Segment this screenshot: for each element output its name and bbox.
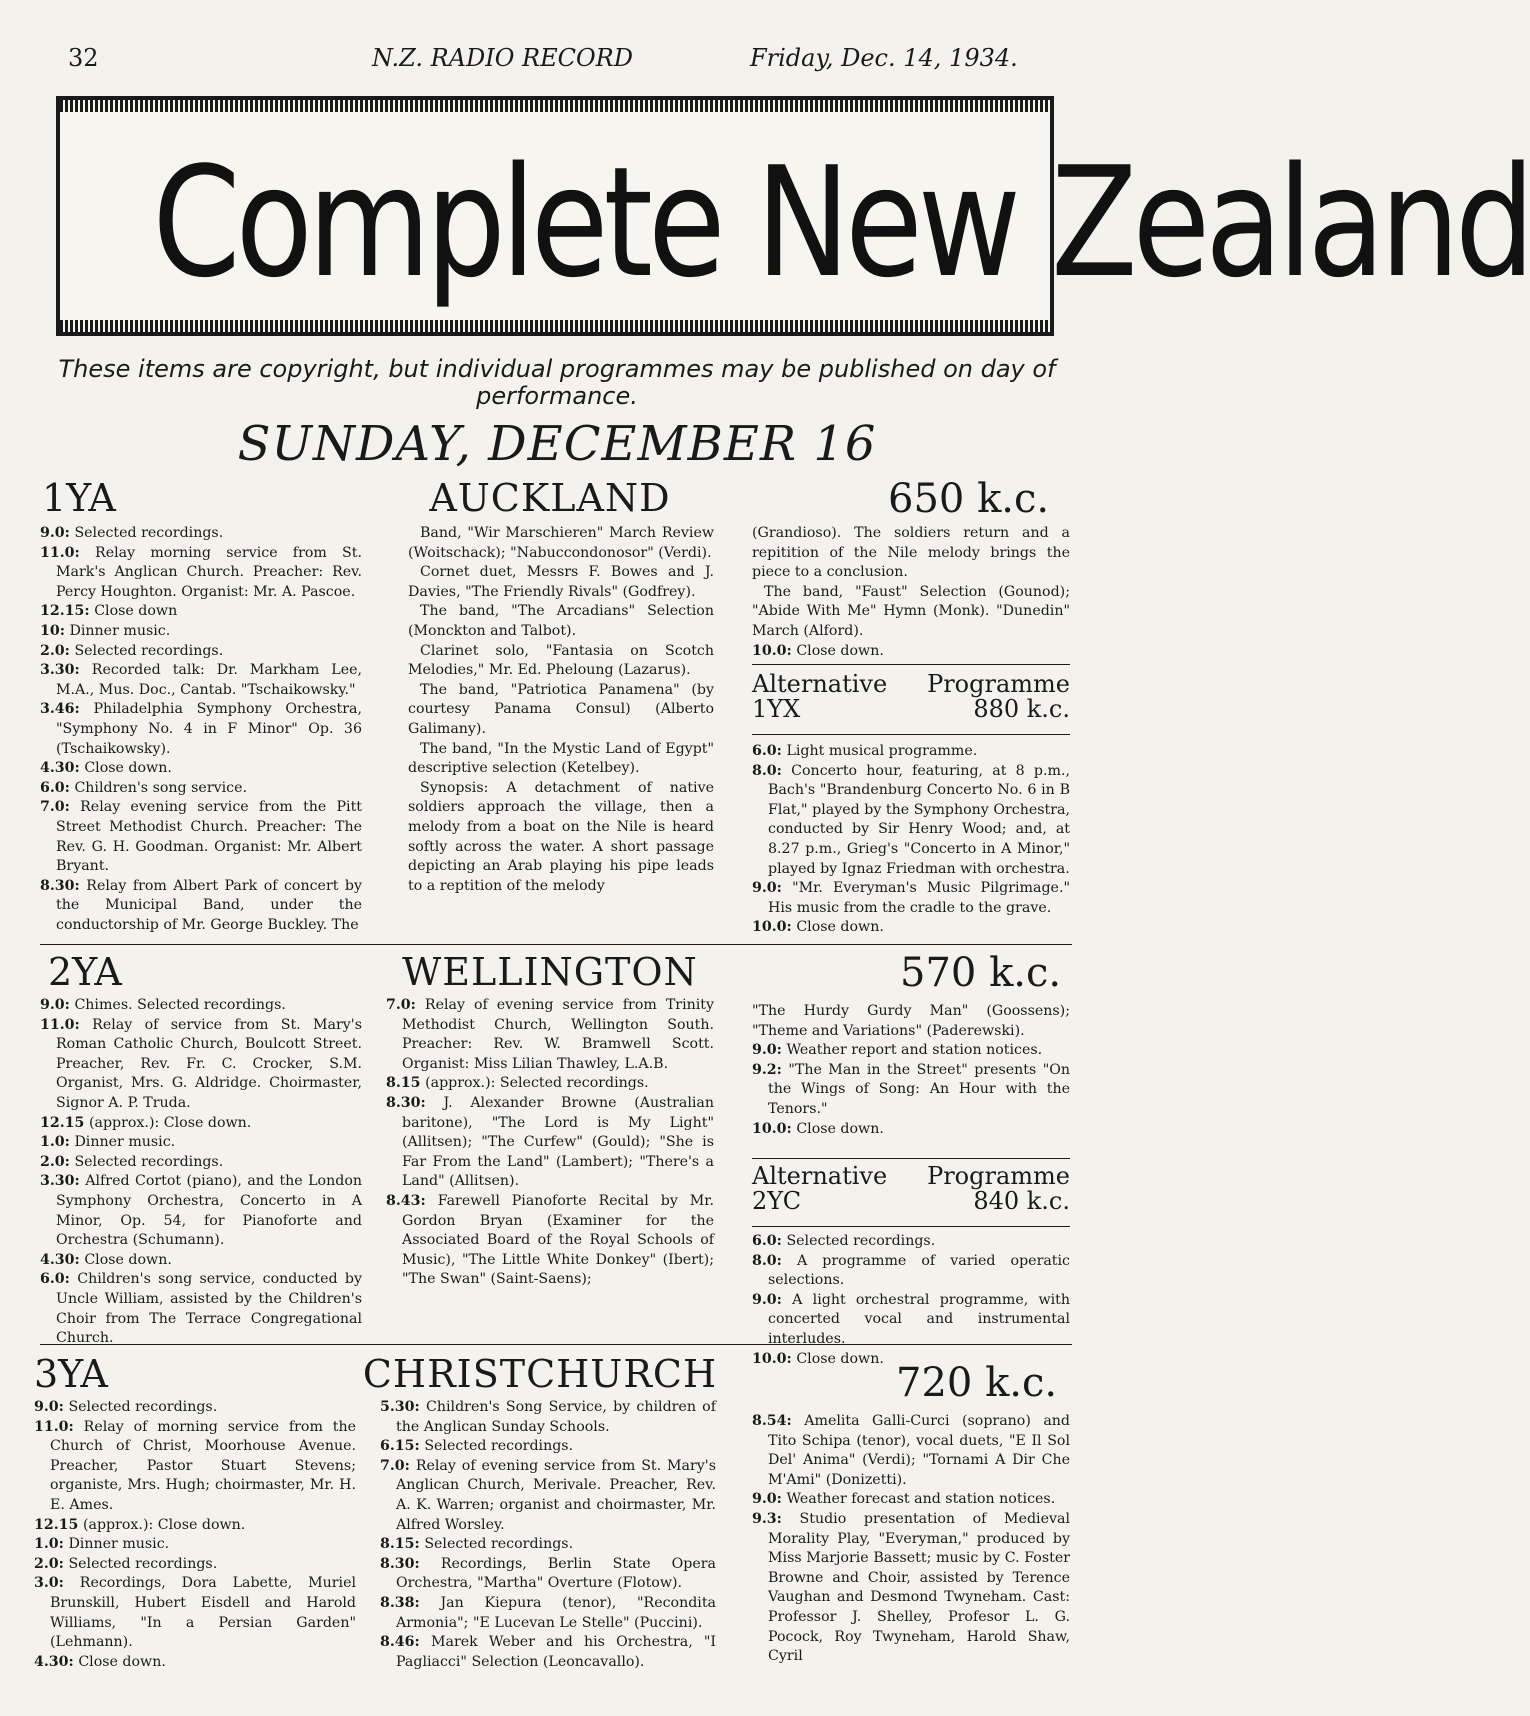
programme-item: 8.46: Marek Weber and his Orchestra, "I Pagliacci" Selection (Leoncavallo). xyxy=(380,1634,717,1670)
banner-title: Complete New Zealand xyxy=(152,134,1530,311)
alt-station-call: 2YC xyxy=(752,1187,802,1215)
programme-item: 4.30: Close down. xyxy=(40,1251,172,1268)
programme-item: 10: Dinner music. xyxy=(40,622,171,639)
programme-item: 7.0: Relay evening service from the Pitt Street Methodist Church. Preacher: The Rev. G. H. Goodman. Organist: Mr. Albert Bryant. xyxy=(40,799,362,875)
programme-item: 8.30: Relay from Albert Park of concert by the Municipal Band, under the conductorship of Mr. George Buckley. The xyxy=(40,877,362,933)
programme-column-2ya-1 xyxy=(40,996,362,1349)
programme-label: Programme xyxy=(927,1162,1070,1190)
programme-item: 8.0: Concerto hour, featuring, at 8 p.m., Bach's "Brandenburg Concerto No. 6 in B Flat," played by the Symphony Orchestra, conducted by Sir Henry Wood; and, at 8.27 p.m., Grieg's "Concerto in A Minor," played by Ignaz Friedman with orchestra. xyxy=(752,762,1070,877)
programme-item: 9.2: "The Man in the Street" presents "On the Wings of Song: An Hour with the Tenors." xyxy=(752,1061,1070,1117)
programme-item: 3.46: Philadelphia Symphony Orchestra, "Symphony No. 4 in F Minor" Op. 36 (Tschaikowsky). xyxy=(40,701,362,757)
programme-item: 10.0: Close down. xyxy=(752,919,884,936)
programme-item: 9.0: Chimes. Selected recordings. xyxy=(40,997,286,1013)
day-heading: SUNDAY, DECEMBER 16 xyxy=(237,416,877,472)
alt-station-frequency: 880 k.c. xyxy=(973,695,1070,723)
programme-item: 6.15: Selected recordings. xyxy=(380,1438,574,1455)
alt-bottom-rule xyxy=(752,734,1070,735)
programme-column-3ya-1 xyxy=(34,1398,356,1672)
station-call-1ya: 1YA xyxy=(42,476,116,520)
programme-item: 8.43: Farewell Pianoforte Recital by Mr. Gordon Bryan (Examiner for the Associated Board of the Royal Schools of Music), "The Little White Donkey" (Ibert); "The Swan" (Saint-Saens); xyxy=(386,1192,714,1288)
alt-station-frequency: 840 k.c. xyxy=(973,1187,1070,1215)
programme-item: 1.0: Dinner music. xyxy=(40,1134,176,1151)
programme-item: 6.0: Children's song service, conducted by Uncle William, assisted by the Children's Choir from The Terrace Congregational Church. xyxy=(40,1271,362,1347)
issue-date: Friday, Dec. 14, 1934. xyxy=(750,44,1018,72)
programme-item: 4.30: Close down. xyxy=(40,760,172,777)
programme-item: 9.0: "Mr. Everyman's Music Pilgrimage." His music from the cradle to the grave. xyxy=(752,880,1070,916)
station-frequency-1ya: 650 k.c. xyxy=(888,476,1050,522)
alternative-label: Alternative xyxy=(752,670,888,698)
programme-item: 8.15: Selected recordings. xyxy=(380,1536,574,1553)
programme-item: 5.30: Children's Song Service, by children of the Anglican Sunday Schools. xyxy=(380,1399,716,1435)
section-divider xyxy=(40,944,1072,945)
programme-label: Programme xyxy=(927,670,1070,698)
programme-item: 3.0: Recordings, Dora Labette, Muriel Brunskill, Hubert Eisdell and Harold Williams, "In a Persian Garden" (Lehmann). xyxy=(34,1575,356,1651)
station-call-3ya: 3YA xyxy=(34,1352,108,1396)
programme-item: 7.0: Relay of evening service from St. Mary's Anglican Church, Merivale. Preacher, Rev. A. K. Warren; organist and choirmaster, Mr. Alfred Worsley. xyxy=(380,1457,716,1533)
programme-item: The band, "Patriotica Panamena" (by courtesy Panama Consul) (Alberto Galimany). xyxy=(408,681,714,737)
station-city-christchurch: CHRISTCHURCH xyxy=(362,1352,718,1396)
banner-bottom-border xyxy=(60,320,1050,332)
programme-item: 6.0: Children's song service. xyxy=(40,779,248,796)
programme-column-1ya-3 xyxy=(752,524,1070,661)
programme-column-1ya-1 xyxy=(40,524,362,935)
alternative-programme-2yc xyxy=(752,1164,1070,1222)
station-city-auckland: AUCKLAND xyxy=(429,476,671,520)
programme-item: 7.0: Relay of evening service from Trinity Methodist Church, Wellington South. Preacher: Rev. W. Bramwell Scott. Organist: Miss Lilian Thawley, L.A.B. xyxy=(386,997,714,1072)
programme-item: 8.15 (approx.): Selected recordings. xyxy=(386,1075,649,1092)
programme-item: 9.0: Selected recordings. xyxy=(34,1399,218,1415)
programme-item: 6.0: Selected recordings. xyxy=(752,1233,936,1249)
programme-item: 9.0: Weather forecast and station notices. xyxy=(752,1491,1056,1508)
programme-item: 8.30: J. Alexander Browne (Australian baritone), "The Lord is My Light" (Allitsen); "The Curfew" (Gould); "She is Far From the Land" (Lambert); "There's a Land" (Allitsen). xyxy=(386,1094,715,1190)
programme-item: 11.0: Relay morning service from St. Mark's Anglican Church. Preacher: Rev. Percy Houghton. Organist: Mr. A. Pascoe. xyxy=(40,544,362,600)
publication-name: N.Z. RADIO RECORD xyxy=(372,44,633,72)
programme-column-2ya-2 xyxy=(386,996,714,1290)
station-city-wellington: WELLINGTON xyxy=(402,950,698,994)
title-banner xyxy=(56,96,1530,336)
programme-item: 12.15 (approx.): Close down. xyxy=(34,1516,246,1533)
station-frequency-3ya: 720 k.c. xyxy=(896,1360,1058,1406)
alternative-programme-1yx xyxy=(752,672,1070,730)
programme-item: 8.38: Jan Kiepura (tenor), "Recondita Armonia"; "E Lucevan Le Stelle" (Puccini). xyxy=(380,1594,717,1631)
alt-column-1yx xyxy=(752,742,1070,938)
programme-item: 4.30: Close down. xyxy=(34,1653,166,1670)
alt-top-rule xyxy=(752,664,1070,665)
programme-item: 8.30: Recordings, Berlin State Opera Orchestra, "Martha" Overture (Flotow). xyxy=(380,1555,717,1592)
section-divider xyxy=(40,1344,1072,1345)
programme-item: "The Hurdy Gurdy Man" (Goossens); "Theme and Variations" (Paderewski). xyxy=(752,1003,1070,1039)
programme-item: 3.30: Alfred Cortot (piano), and the London Symphony Orchestra, Concerto in A Minor, Op. 54, for Pianoforte and Orchestra (Schumann). xyxy=(40,1173,363,1249)
alt-top-rule xyxy=(752,1158,1070,1159)
alternative-label: Alternative xyxy=(752,1162,888,1190)
programme-item: Clarinet solo, "Fantasia on Scotch Melodies," Mr. Ed. Pheloung (Lazarus). xyxy=(408,642,714,679)
programme-item: 12.15: Close down xyxy=(40,603,178,620)
programme-item: Synopsis: A detachment of native soldiers approach the village, then a melody from a boat on the Nile is heard softly across the water. A short passage depicting an Arab playing his pipe leads to a reptition of the melody xyxy=(408,779,714,894)
programme-item: 2.0: Selected recordings. xyxy=(40,642,224,659)
programme-item: The band, "The Arcadians" Selection (Monckton and Talbot). xyxy=(408,603,714,639)
programme-item: 8.54: Amelita Galli-Curci (soprano) and Tito Schipa (tenor), vocal duets, "E Il Sol Del' Anima" (Verdi); "Tornami A Dir Che M'Ami" (Donizetti). xyxy=(752,1413,1071,1488)
programme-column-2ya-3 xyxy=(752,1002,1070,1139)
programme-item: 10.0: Close down. xyxy=(752,1350,884,1367)
programme-item: 2.0: Selected recordings. xyxy=(34,1555,218,1572)
programme-column-3ya-2 xyxy=(380,1398,716,1672)
programme-item: 11.0: Relay of service from St. Mary's Roman Catholic Church, Boulcott Street. Preacher, Rev. Fr. C. Crocker, S.M. Organist, Mrs. G. Aldridge. Choirmaster, Signor A. P. Truda. xyxy=(40,1016,362,1111)
station-call-2ya: 2YA xyxy=(48,950,122,994)
programme-item: 9.0: A light orchestral programme, with concerted vocal and instrumental interludes. xyxy=(752,1291,1071,1347)
station-frequency-2ya: 570 k.c. xyxy=(900,950,1062,996)
programme-column-3ya-3 xyxy=(752,1412,1070,1667)
programme-item: 11.0: Relay of morning service from the Church of Christ, Moorhouse Avenue. Preacher, Pastor Stuart Stevens; organiste, Mrs. Hugh; choirmaster, Mr. H. E. Ames. xyxy=(34,1418,356,1513)
programme-item: 6.0: Light musical programme. xyxy=(752,743,978,759)
programme-item: The band, "Faust" Selection (Gounod); "Abide With Me" Hymn (Monk). "Dunedin" March (Alford). xyxy=(752,583,1070,639)
programme-item: 3.30: Recorded talk: Dr. Markham Lee, M.A., Mus. Doc., Cantab. "Tschaikowsky." xyxy=(40,662,362,698)
programme-item: Band, "Wir Marschieren" March Review (Woitschack); "Nabuccondonosor" (Verdi). xyxy=(408,525,714,561)
programme-item: 12.15 (approx.): Close down. xyxy=(40,1114,252,1131)
programme-item: 1.0: Dinner music. xyxy=(34,1536,170,1553)
alt-station-call: 1YX xyxy=(752,695,801,723)
programme-item: 9.0: Weather report and station notices. xyxy=(752,1042,1043,1059)
programme-item: Cornet duet, Messrs F. Bowes and J. Davies, "The Friendly Rivals" (Godfrey). xyxy=(408,564,714,600)
programme-item: (Grandioso). The soldiers return and a repitition of the Nile melody brings the piece to a conclusion. xyxy=(752,525,1070,581)
programme-item: 10.0: Close down. xyxy=(752,1120,884,1137)
programme-item: 9.0: Selected recordings. xyxy=(40,525,224,541)
alt-column-2yc xyxy=(752,1232,1070,1369)
copyright-note: These items are copyright, but individual programmes may be published on day of performance. xyxy=(58,355,1056,410)
programme-item: 2.0: Selected recordings. xyxy=(40,1153,224,1170)
programme-column-1ya-2 xyxy=(408,524,714,896)
programme-item: 8.0: A programme of varied operatic selections. xyxy=(752,1252,1070,1289)
programme-item: The band, "In the Mystic Land of Egypt" descriptive selection (Ketelbey). xyxy=(408,740,714,777)
programme-item: 9.3: Studio presentation of Medieval Morality Play, "Everyman," produced by Miss Marjorie Bassett; music by C. Foster Browne and Choir, assisted by Terence Vaughan and Desmond Twyneham. Cast: Professor J. Shelley, Profesor L. G. Pocock, Roy Twyneham, Harold Shaw, Cyril xyxy=(752,1510,1070,1665)
programme-item: 10.0: Close down. xyxy=(752,642,884,659)
banner-top-border xyxy=(60,100,1050,112)
alt-bottom-rule xyxy=(752,1226,1070,1227)
page-number: 32 xyxy=(68,44,99,72)
